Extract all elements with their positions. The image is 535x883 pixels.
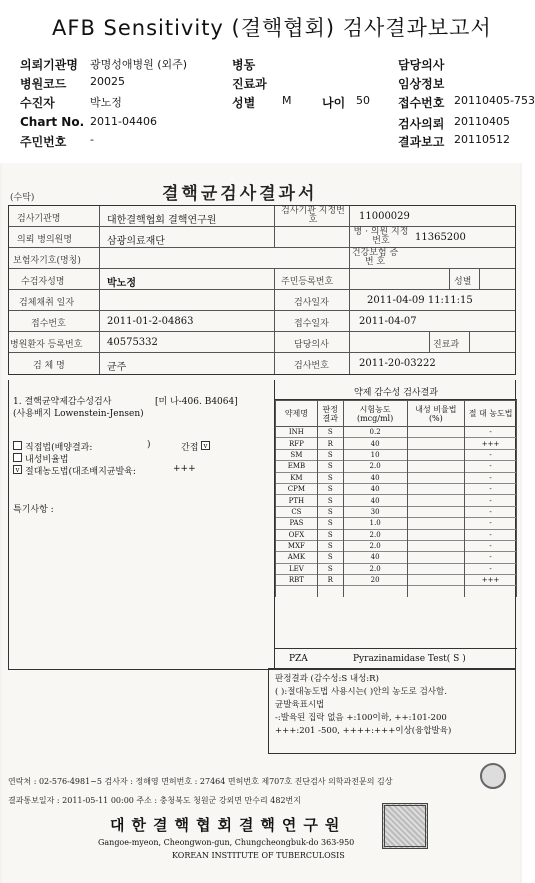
method-pane <box>9 380 275 670</box>
drug-conc-cell: 1.0 <box>343 518 407 529</box>
drug-result-cell: S <box>317 552 343 563</box>
report-header <box>0 0 535 160</box>
drug-abs-cell: - <box>465 552 517 563</box>
value-resident-no: - <box>90 133 94 146</box>
label-department: 진료과 <box>232 77 267 91</box>
label-age: 나이 <box>322 96 346 110</box>
value-patient: 박노정 <box>90 96 122 109</box>
absolute-value: +++ <box>173 464 196 474</box>
institute-name: 대한결핵협회결핵연구원 <box>110 816 347 834</box>
drug-row <box>276 472 517 483</box>
drug-conc-cell: 2.0 <box>343 461 407 472</box>
drug-result-cell: S <box>317 563 343 574</box>
drug-row <box>276 438 517 449</box>
cell-value: 2011-01-2-04863 <box>107 316 194 327</box>
drug-abs-cell: - <box>465 461 517 472</box>
drug-name-cell: LEV <box>276 563 318 574</box>
drug-ratio-cell <box>407 506 465 517</box>
value-chart-no: 2011-04406 <box>90 115 157 128</box>
drug-row <box>276 575 517 586</box>
drug-result-cell: S <box>317 449 343 460</box>
form-sheet <box>2 163 520 883</box>
cell-label: 담당의사 <box>294 340 329 350</box>
drug-name-cell: KM <box>276 472 318 483</box>
col-header: 약제명 <box>276 401 318 427</box>
institute-address: Gangoe-myeon, Cheongwon-gun, Chungcheongbuk-do 363-950 <box>98 838 355 847</box>
grid-row-insurance <box>9 248 515 269</box>
drug-row <box>276 483 517 494</box>
drug-conc-cell: 2.0 <box>343 529 407 540</box>
drug-abs-cell: +++ <box>465 438 517 449</box>
drug-ratio-cell <box>407 461 465 472</box>
drug-name-cell: CPM <box>276 483 318 494</box>
drug-name-cell: EMB <box>276 461 318 472</box>
ratio-checkbox[interactable] <box>13 453 22 462</box>
cell-value: 삼광의료재단 <box>107 236 165 247</box>
cell-value: 40575332 <box>107 337 158 348</box>
cell-label: 진료과 <box>433 340 460 350</box>
drug-row <box>276 449 517 460</box>
drug-row <box>276 529 517 540</box>
scanned-form <box>0 163 522 883</box>
col-header: 내성 비율법(%) <box>407 401 465 427</box>
footer-contact: 연락처 : 02-576-4981~5 검사자 : 정해영 면허번호 : 27464 면허번호 제707호 진단검사 의학과전문의 김상 <box>8 777 393 786</box>
cell-label: 병원환자 등록번호 <box>10 340 83 350</box>
info-row-1 <box>0 56 522 76</box>
medium-text: (사용배지 Lowenstein-Jensen) <box>13 409 144 419</box>
drug-abs-cell: +++ <box>465 575 517 586</box>
drug-ratio-cell <box>407 483 465 494</box>
drug-name-cell: CS <box>276 506 318 517</box>
indirect-checkbox[interactable]: v <box>201 441 210 450</box>
drug-result-cell: S <box>317 427 343 438</box>
drug-result-cell: S <box>317 495 343 506</box>
drug-abs-cell: - <box>465 449 517 460</box>
drug-section-title: 약제 감수성 검사결과 <box>275 380 517 400</box>
method-text: 1. 결핵균약제감수성검사 <box>13 397 112 407</box>
drug-row <box>276 586 517 597</box>
drug-ratio-cell <box>407 472 465 483</box>
drug-result-cell <box>317 586 343 597</box>
drug-ratio-cell <box>407 438 465 449</box>
drug-abs-cell: - <box>465 529 517 540</box>
drug-ratio-cell <box>407 540 465 551</box>
drug-abs-cell: - <box>465 427 517 438</box>
drug-row <box>276 540 517 551</box>
drug-conc-cell: 2.0 <box>343 540 407 551</box>
legend-line: ( ):절대농도법 사용시는( )안의 농도로 검사함. <box>275 687 447 697</box>
drug-name-cell: PTH <box>276 495 318 506</box>
label-patient: 수진자 <box>20 96 55 110</box>
cell-value: 2011-04-07 <box>359 316 417 327</box>
col-header: 절 대 농도법 <box>465 401 517 427</box>
label-ward: 병동 <box>232 58 256 72</box>
drug-result-cell: S <box>317 540 343 551</box>
drug-ratio-cell <box>407 586 465 597</box>
drug-result-cell: R <box>317 438 343 449</box>
drug-row <box>276 461 517 472</box>
drug-ratio-cell <box>407 427 465 438</box>
drug-abs-cell: - <box>465 563 517 574</box>
drug-row <box>276 495 517 506</box>
grid-row-registration <box>9 332 515 353</box>
direct-label: 직접법(배양결과: <box>25 443 93 453</box>
label-hospital-code: 병원코드 <box>20 77 67 91</box>
cell-label: 검사일자 <box>294 298 329 308</box>
cell-label: 검사기관명 <box>17 214 61 224</box>
cell-label: 검사기관 지정번호 <box>281 206 345 225</box>
absolute-label: 절대농도법(대조배지균발육: <box>25 467 136 477</box>
drug-result-cell: S <box>317 506 343 517</box>
drug-row <box>276 563 517 574</box>
drug-conc-cell <box>343 586 407 597</box>
institute-english-name: KOREAN INSTITUTE OF TUBERCULOSIS <box>172 851 345 860</box>
drug-conc-cell: 40 <box>343 495 407 506</box>
cell-value: 균주 <box>107 362 127 373</box>
drug-ratio-cell <box>407 495 465 506</box>
label-report-date: 결과보고 <box>398 135 445 149</box>
cell-label: 건강보험 증 번 호 <box>351 248 399 267</box>
drug-results-table <box>275 400 517 597</box>
grid-row-lab <box>9 206 515 227</box>
value-requester: 광명성애병원 (외주) <box>90 58 188 71</box>
drug-result-cell: S <box>317 529 343 540</box>
info-row-4 <box>0 115 522 135</box>
institute-seal <box>382 803 428 849</box>
cell-label: 검체채취 일자 <box>19 298 75 308</box>
drug-name-cell: PAS <box>276 518 318 529</box>
grid-row-specimen <box>9 353 515 374</box>
report-title: AFB Sensitivity (결핵협회) 검사결과보고서 <box>52 16 492 40</box>
legend-line: -:발육된 집락 없음 +:100이하, ++:101-200 <box>275 713 447 723</box>
drug-conc-cell: 2.0 <box>343 563 407 574</box>
cell-value: 2011-20-03222 <box>359 358 436 369</box>
drug-name-cell: RBT <box>276 575 318 586</box>
round-stamp <box>480 763 506 789</box>
legend-line: 균발육표시법 <box>275 700 325 710</box>
cell-label: 검 체 명 <box>33 361 65 371</box>
value-report-date: 20110512 <box>454 133 510 146</box>
value-sex: M <box>282 94 292 107</box>
grid-row-sample-date <box>9 290 515 311</box>
drug-abs-cell: - <box>465 483 517 494</box>
cell-label: 검사번호 <box>294 361 329 371</box>
label-resident-no: 주민번호 <box>20 135 67 149</box>
drug-abs-cell: - <box>465 540 517 551</box>
drug-abs-cell: - <box>465 518 517 529</box>
drug-name-cell: SM <box>276 449 318 460</box>
pza-row <box>275 648 517 670</box>
label-requester: 의뢰기관명 <box>20 58 78 72</box>
patient-info-grid <box>8 205 516 375</box>
cell-value: 2011-04-09 11:11:15 <box>367 295 473 306</box>
form-title: 결핵균검사결과서 <box>162 184 318 204</box>
drug-ratio-cell <box>407 563 465 574</box>
info-row-5 <box>0 133 522 153</box>
label-request-date: 검사의뢰 <box>398 117 445 131</box>
drug-name-cell: OFX <box>276 529 318 540</box>
drug-name-cell: INH <box>276 427 318 438</box>
drug-ratio-cell <box>407 575 465 586</box>
drug-result-cell: S <box>317 483 343 494</box>
drug-conc-cell: 30 <box>343 506 407 517</box>
drug-conc-cell: 40 <box>343 438 407 449</box>
label-receipt-no: 접수번호 <box>398 96 445 110</box>
drug-row <box>276 427 517 438</box>
form-tag: (수탁) <box>10 193 35 203</box>
drug-abs-cell: - <box>465 506 517 517</box>
value-hospital-code: 20025 <box>90 75 125 88</box>
cell-value: 대한결핵협회 결핵연구원 <box>107 215 217 226</box>
drug-abs-cell: - <box>465 472 517 483</box>
drug-conc-cell: 0.2 <box>343 427 407 438</box>
pza-result: Pyrazinamidase Test( S ) <box>353 654 466 664</box>
label-chart-no: Chart No. <box>20 115 85 129</box>
info-row-3 <box>0 94 535 114</box>
footer-notify: 결과통보일자 : 2011-05-11 00:00 주소 : 충청북도 청원군 강외면 만수리 482번지 <box>8 796 302 805</box>
drug-abs-cell <box>465 586 517 597</box>
drug-conc-cell: 20 <box>343 575 407 586</box>
drug-conc-cell: 40 <box>343 552 407 563</box>
drug-row <box>276 552 517 563</box>
value-age: 50 <box>356 94 370 107</box>
cell-value: 11365200 <box>415 232 466 243</box>
drug-conc-cell: 10 <box>343 449 407 460</box>
cell-label: 의뢰 병의원명 <box>17 235 73 245</box>
absolute-checkbox[interactable]: v <box>13 465 22 474</box>
label-doctor: 담당의사 <box>398 58 445 72</box>
cell-label: 수검자성명 <box>21 277 65 287</box>
drug-conc-cell: 40 <box>343 472 407 483</box>
indirect-label: 간접 <box>181 443 199 453</box>
drug-ratio-cell <box>407 529 465 540</box>
cell-label: 접수번호 <box>31 319 66 329</box>
value-request-date: 20110405 <box>454 115 510 128</box>
cell-label: 성별 <box>454 277 472 287</box>
label-sex: 성별 <box>232 96 256 110</box>
cell-value: 박노정 <box>107 278 136 289</box>
cell-label: 접수일자 <box>294 319 329 329</box>
label-clinical-info: 임상정보 <box>398 77 445 91</box>
col-header: 시험농도 (mcg/ml) <box>343 401 407 427</box>
result-legend <box>268 668 516 754</box>
legend-line: 판정결과 (감수성:S 내성:R) <box>275 674 379 684</box>
col-header: 판정 결과 <box>317 401 343 427</box>
drug-row <box>276 518 517 529</box>
value-receipt-no: 20110405-753 <box>454 94 535 107</box>
drug-row <box>276 506 517 517</box>
drug-result-cell: S <box>317 472 343 483</box>
cell-label: 병 · 의원 지정번호 <box>353 227 409 246</box>
grid-row-receipt <box>9 311 515 332</box>
cell-value: 11000029 <box>359 211 410 222</box>
grid-row-patient <box>9 269 515 290</box>
method-code: [미 나-406. B4064] <box>155 397 238 407</box>
drug-result-cell: S <box>317 518 343 529</box>
drug-result-cell: R <box>317 575 343 586</box>
direct-close: ) <box>147 440 151 450</box>
drug-name-cell: AMK <box>276 552 318 563</box>
drug-conc-cell: 40 <box>343 483 407 494</box>
info-row-2 <box>0 75 522 95</box>
notes-label: 특기사항 : <box>13 505 54 515</box>
grid-row-hospital <box>9 227 515 248</box>
test-section <box>8 380 516 670</box>
drug-ratio-cell <box>407 518 465 529</box>
pza-name: PZA <box>289 654 308 664</box>
ratio-label: 내성비율법 <box>25 455 69 465</box>
drug-name-cell <box>276 586 318 597</box>
drug-ratio-cell <box>407 449 465 460</box>
cell-label: 주민등록번호 <box>281 277 334 287</box>
drug-result-cell: S <box>317 461 343 472</box>
direct-checkbox[interactable] <box>13 441 22 450</box>
drug-name-cell: MXF <box>276 540 318 551</box>
cell-label: 보험자기호(명칭) <box>13 256 81 266</box>
drug-name-cell: RFP <box>276 438 318 449</box>
legend-line: +++:201 -500, ++++:+++이상(융합발육) <box>275 726 452 736</box>
drug-ratio-cell <box>407 552 465 563</box>
drug-abs-cell: - <box>465 495 517 506</box>
